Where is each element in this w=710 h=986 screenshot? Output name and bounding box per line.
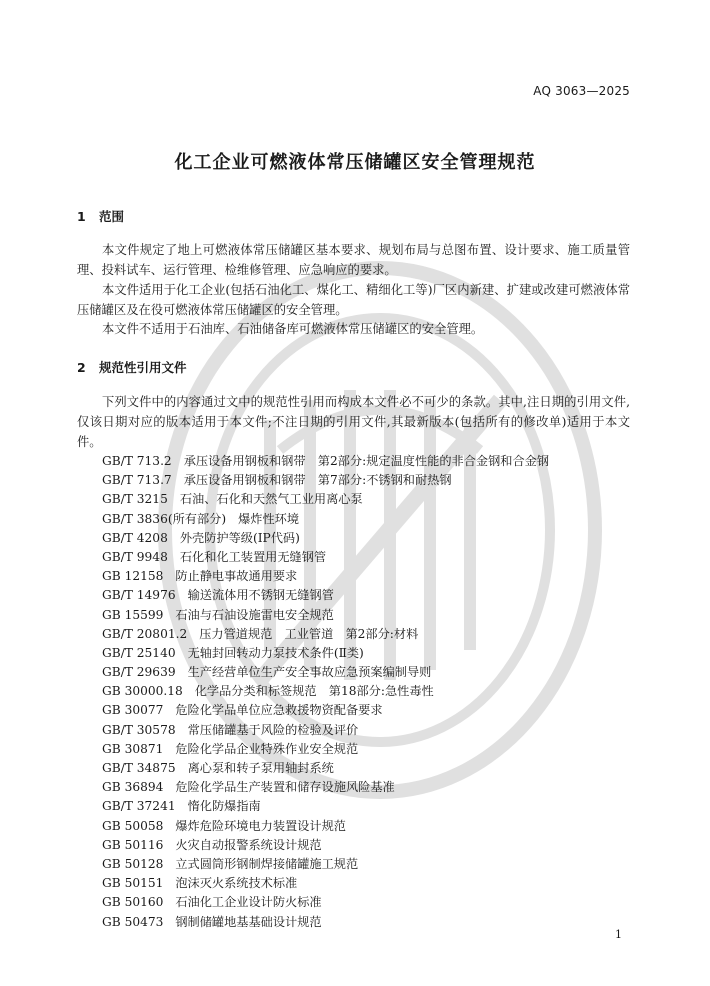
reference-code: GB/T 14976	[102, 588, 176, 603]
reference-title: 立式圆筒形钢制焊接储罐施工规范	[175, 856, 359, 871]
reference-item	[102, 548, 549, 567]
standard-code: AQ 3063—2025	[533, 84, 630, 98]
reference-item	[102, 586, 549, 605]
reference-code: GB 50473	[102, 914, 164, 929]
reference-title: 石油化工企业设计防火标准	[175, 895, 322, 910]
reference-code: GB/T 4208	[102, 530, 168, 545]
reference-title: 承压设备用钢板和钢带 第2部分:规定温度性能的非合金钢和合金钢	[183, 454, 550, 468]
reference-item	[102, 471, 549, 490]
reference-item	[102, 797, 549, 816]
reference-title: 爆炸性环境	[238, 511, 300, 526]
reference-code: GB/T 29639	[102, 665, 176, 680]
reference-item	[102, 701, 549, 720]
reference-title: 石油、石化和天然气工业用离心泵	[179, 492, 363, 507]
reference-code: GB/T 34875	[102, 761, 176, 775]
reference-item	[102, 874, 549, 893]
references-intro-paragraph: 下列文件中的内容通过文中的规范性引用而构成本文件必不可少的条款。其中,注日期的引用文件,仅该日期对应的版本适用于本文件;不注日期的引用文件,其最新版本(包括所有的修改单)适用于本文件。	[77, 395, 630, 449]
reference-code: GB 50116	[102, 837, 164, 852]
reference-code: GB 50160	[102, 895, 164, 910]
section-1-heading	[77, 207, 124, 225]
reference-code: GB 30000.18	[102, 684, 183, 699]
reference-title: 承压设备用钢板和钢带 第7部分:不锈钢和耐热钢	[183, 473, 452, 488]
reference-item	[102, 759, 549, 778]
scope-paragraph-1: 本文件规定了地上可燃液体常压储罐区基本要求、规划布局与总图布置、设计要求、施工质量管理、投料试车、运行管理、检维修管理、应急响应的要求。	[77, 243, 630, 277]
section-number: 1	[77, 209, 86, 224]
reference-title: 化学品分类和标签规范 第18部分:急性毒性	[194, 684, 434, 699]
reference-code: GB/T 9948	[102, 549, 168, 564]
reference-code: GB 30871	[102, 741, 164, 756]
reference-title: 防止静电事故通用要求	[175, 569, 298, 584]
reference-item	[102, 663, 549, 682]
reference-title: 钢制储罐地基基础设计规范	[175, 914, 322, 929]
reference-title: 石化和化工装置用无缝钢管	[179, 549, 327, 564]
reference-item	[102, 452, 549, 471]
reference-title: 危险化学品单位应急救援物资配备要求	[175, 703, 383, 718]
reference-title: 输送流体用不锈钢无缝钢管	[187, 588, 334, 603]
reference-title: 外壳防护等级(IP代码)	[179, 530, 300, 545]
section-title: 规范性引用文件	[99, 360, 187, 375]
reference-item	[102, 855, 549, 874]
reference-title: 常压储罐基于风险的检验及评价	[187, 722, 359, 737]
reference-item	[102, 778, 549, 797]
reference-title: 危险化学品生产装置和储存设施风险基准	[175, 780, 395, 795]
reference-title: 爆炸危险环境电力装置设计规范	[175, 818, 346, 833]
reference-title: 生产经营单位生产安全事故应急预案编制导则	[187, 665, 432, 680]
reference-title: 离心泵和转子泵用轴封系统	[187, 761, 334, 775]
reference-item	[102, 510, 549, 529]
page-number: 1	[615, 928, 622, 941]
reference-title: 无轴封回转动力泵技术条件(Ⅱ类)	[187, 645, 364, 660]
reference-code: GB/T 25140	[102, 645, 176, 660]
reference-code: GB/T 713.7	[102, 473, 172, 488]
reference-title: 惰化防爆指南	[187, 799, 261, 814]
reference-title: 火灾自动报警系统设计规范	[175, 837, 322, 852]
reference-item	[102, 490, 549, 509]
reference-code: GB 15599	[102, 607, 164, 622]
reference-code: GB/T 713.2	[102, 454, 172, 468]
reference-code: GB/T 30578	[102, 722, 176, 737]
reference-code: GB 50128	[102, 856, 164, 871]
reference-title: 泡沫灭火系统技术标准	[175, 876, 298, 891]
reference-item	[102, 836, 549, 855]
reference-code: GB/T 3836(所有部分)	[102, 511, 227, 526]
reference-item	[102, 644, 549, 663]
reference-item	[102, 817, 549, 836]
reference-item	[102, 682, 549, 701]
reference-item	[102, 721, 549, 740]
section-title: 范围	[99, 209, 125, 224]
reference-item	[102, 625, 549, 644]
scope-paragraph-2: 本文件适用于化工企业(包括石油化工、煤化工、精细化工等)厂区内新建、扩建或改建可燃液体常压储罐区及在役可燃液体常压储罐区的安全管理。	[77, 283, 630, 317]
reference-title: 压力管道规范 工业管道 第2部分:材料	[199, 626, 419, 641]
reference-code: GB 30077	[102, 703, 164, 718]
reference-title: 危险化学品企业特殊作业安全规范	[175, 741, 359, 756]
reference-code: GB 50058	[102, 818, 164, 833]
reference-code: GB 36894	[102, 780, 164, 795]
reference-item	[102, 893, 549, 912]
section-number: 2	[77, 360, 86, 375]
scope-paragraph-3: 本文件不适用于石油库、石油储备库可燃液体常压储罐区的安全管理。	[102, 322, 484, 336]
reference-title: 石油与石油设施雷电安全规范	[175, 607, 334, 622]
reference-item	[102, 740, 549, 759]
reference-item	[102, 567, 549, 586]
reference-code: GB/T 37241	[102, 799, 176, 814]
reference-item	[102, 606, 549, 625]
reference-item	[102, 913, 549, 932]
normative-references-list	[102, 452, 549, 932]
reference-item	[102, 529, 549, 548]
reference-code: GB/T 20801.2	[102, 626, 188, 641]
reference-code: GB 50151	[102, 876, 164, 891]
reference-code: GB 12158	[102, 569, 164, 584]
reference-code: GB/T 3215	[102, 492, 168, 507]
document-title: 化工企业可燃液体常压储罐区安全管理规范	[174, 152, 536, 173]
section-2-heading	[77, 358, 187, 376]
